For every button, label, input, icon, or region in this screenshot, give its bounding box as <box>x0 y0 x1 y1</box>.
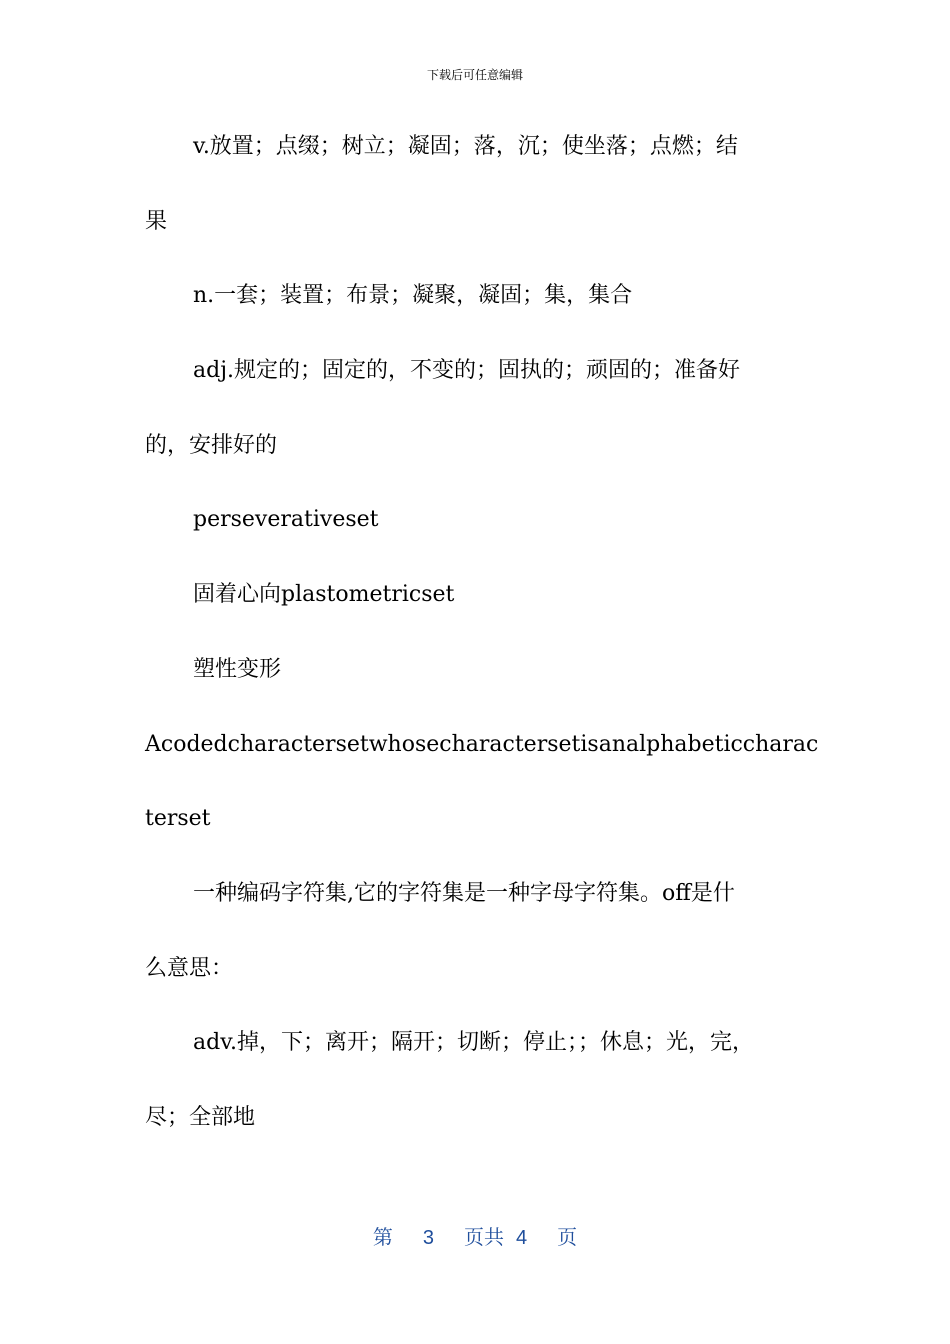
footer-total-pages: 4 <box>516 1227 528 1249</box>
paragraph-line: 固着心向plastometricset <box>193 582 455 608</box>
paragraph-line: 么意思： <box>145 955 234 981</box>
paragraph-line: n.一套；装置；布景；凝聚，凝固；集，集合 <box>193 283 633 309</box>
document-body <box>145 127 819 1173</box>
paragraph-line: perseverativeset <box>193 507 379 533</box>
paragraph-line: 一种编码字符集,它的字符集是一种字母字符集。off是什 <box>193 880 735 906</box>
page-footer <box>0 1224 950 1252</box>
paragraph-line: v.放置；点缀；树立；凝固；落，沉；使坐落；点燃；结 <box>193 134 738 159</box>
footer-current-page: 3 <box>422 1227 434 1249</box>
paragraph-line: 果 <box>145 208 168 234</box>
paragraph-line: terset <box>145 806 211 832</box>
footer-suffix: 页 <box>557 1227 578 1249</box>
paragraph-line: adj.规定的；固定的，不变的；固执的；顽固的；准备好 <box>193 358 741 384</box>
paragraph-line: 尽；全部地 <box>145 1104 256 1130</box>
page-header: 下载后可任意编辑 <box>426 68 523 82</box>
paragraph-line: 的，安排好的 <box>145 432 278 458</box>
footer-middle: 页共 <box>464 1227 504 1249</box>
paragraph-line: Acodedcharactersetwhosecharactersetisanalphabeticcharac <box>145 731 819 757</box>
paragraph-line: adv.掉，下；离开；隔开；切断；停止；；休息；光，完， <box>193 1030 755 1056</box>
paragraph-line: 塑性变形 <box>193 656 282 682</box>
footer-prefix: 第 <box>372 1227 393 1249</box>
